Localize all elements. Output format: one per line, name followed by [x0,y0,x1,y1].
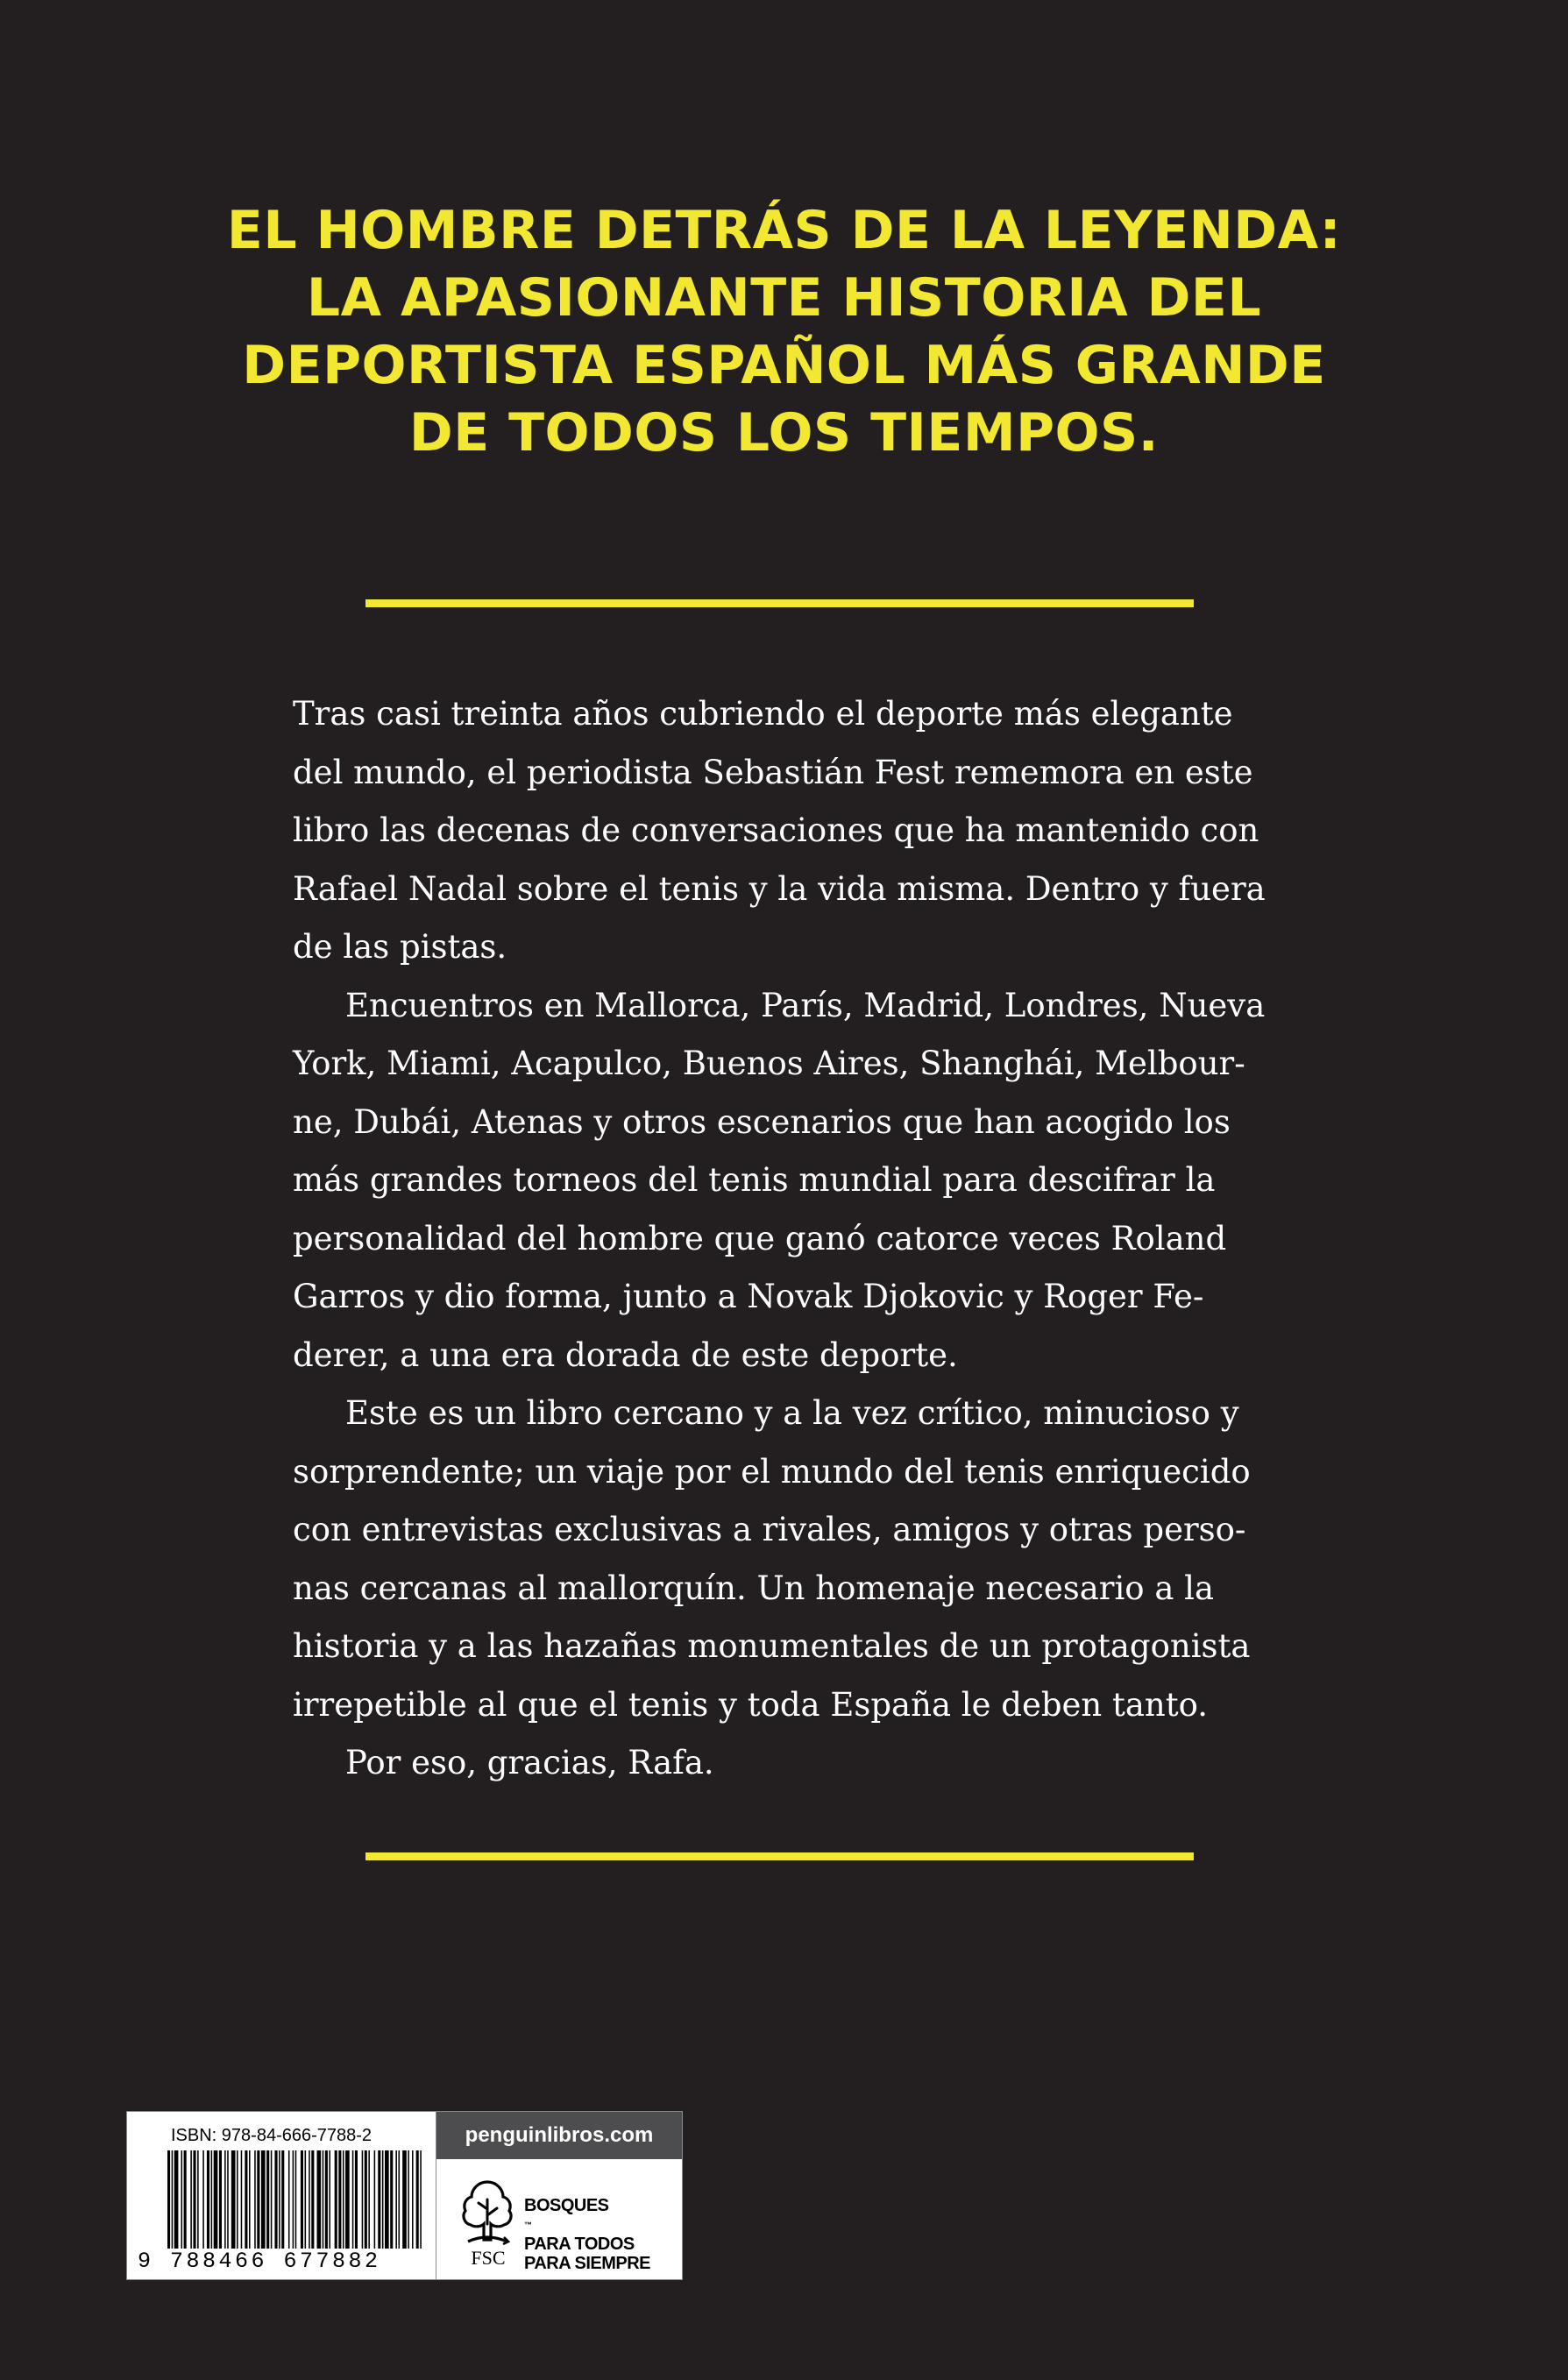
barcode-bar [193,2150,195,2249]
barcode-bar [345,2150,350,2249]
barcode-bar [378,2150,380,2249]
barcode-bar [295,2150,297,2249]
headline-line: DE TODOS LOS TIEMPOS. [408,402,1160,464]
barcode-bar [301,2150,303,2249]
barcode-bar [335,2150,337,2249]
barcode-bar [181,2150,183,2249]
fsc-slogan [524,2196,650,2273]
synopsis-line: de las pistas. [293,928,507,966]
fsc-tree-icon [459,2178,515,2247]
synopsis-line: más grandes torneos del tenis mundial para descifrar la [293,1161,1216,1199]
barcode-bar [412,2150,414,2249]
barcode-bar [207,2150,209,2249]
barcode-bar [197,2150,199,2249]
synopsis-line: personalidad del hombre que ganó catorce veces Roland [293,1219,1227,1257]
fsc-slogan-line: PARA SIEMPRE [524,2254,651,2273]
barcode-bar [254,2150,256,2249]
trademark-mark: ™ [524,2221,532,2229]
synopsis-line: Este es un libro cercano y a la vez crítico, minucioso y [345,1394,1239,1432]
barcode-bar [399,2150,401,2249]
isbn-barcode-panel [126,2111,436,2280]
synopsis-line: ne, Dubái, Atenas y otros escenarios que han acogido los [293,1102,1231,1141]
barcode-bar [274,2150,277,2249]
barcode-bar [214,2150,218,2249]
barcode-bar [224,2150,226,2249]
barcode-bar [374,2150,376,2249]
synopsis-line: irrepetible al que el tenis y toda España le deben tanto. [293,1685,1209,1724]
barcode-bar [271,2150,273,2249]
synopsis-line: sorprendente; un viaje por el mundo del tenis enriquecido [293,1452,1251,1491]
barcode-bar [382,2150,384,2249]
barcode-bar [211,2150,213,2249]
barcode-bar [390,2150,393,2249]
barcode-image [167,2150,422,2249]
top-divider [365,599,1194,607]
barcode-bar [231,2150,236,2249]
barcode-bar [408,2150,409,2249]
synopsis-line: derer, a una era dorada de este deporte. [293,1335,958,1374]
barcode-bar [227,2150,229,2249]
barcode-bar [266,2150,269,2249]
synopsis-line: del mundo, el periodista Sebastián Fest rememora en este [293,753,1253,791]
barcode-bar [305,2150,307,2249]
ean-digits: 9 788466 677882 [138,2249,381,2274]
synopsis-line: nas cercanas al mallorquín. Un homenaje necesario a la [293,1569,1215,1607]
fsc-slogan-line: PARA TODOS [524,2235,635,2254]
synopsis-line: Rafael Nadal sobre el tenis y la vida misma. Dentro y fuera [293,869,1266,908]
synopsis-line: Encuentros en Mallorca, París, Madrid, Londres, Nueva [345,986,1266,1024]
barcode-bar [329,2150,330,2249]
headline-line: EL HOMBRE DETRÁS DE LA LEYENDA: [226,200,1342,261]
synopsis-line: York, Miami, Acapulco, Buenos Aires, Shanghái, Melbour- [293,1045,1245,1082]
synopsis-line: historia y a las hazañas monumentales de un protagonista [293,1627,1251,1665]
synopsis-line: Tras casi treinta años cubriendo el deporte más elegante [293,695,1233,733]
fsc-abbreviation: FSC [471,2247,506,2269]
synopsis-line: Por eso, gracias, Rafa. [345,1744,714,1781]
barcode-bar [395,2150,397,2249]
barcode-bar [325,2150,328,2249]
barcode-bar [362,2150,364,2249]
barcode-bar [288,2150,290,2249]
synopsis-line: Garros y dio forma, junto a Novak Djokovic y Roger Fe- [293,1278,1204,1315]
fsc-panel [436,2111,683,2280]
barcode-bar [249,2150,251,2249]
barcode-bar [202,2150,204,2249]
isbn-label: ISBN: 978-84-666-7788-2 [171,2126,372,2145]
barcode-bar [385,2150,389,2249]
barcode-bar [237,2150,238,2249]
barcode-bar [402,2150,407,2249]
headline-line: DEPORTISTA ESPAÑOL MÁS GRANDE [242,335,1326,396]
barcode-bar [257,2150,259,2249]
barcode-bar [190,2150,192,2249]
barcode-bar [167,2150,170,2249]
barcode-bar [279,2150,280,2249]
barcode-bar [311,2150,314,2249]
barcode-bar [261,2150,266,2249]
barcode-bar [309,2150,310,2249]
barcode-bar [352,2150,354,2249]
barcode-bar [172,2150,174,2249]
bottom-divider [365,1852,1194,1860]
barcode-bar [355,2150,358,2249]
barcode-bar [241,2150,243,2249]
barcode-bar [343,2150,344,2249]
publisher-website: penguinlibros.com [436,2112,682,2159]
barcode-bar [365,2150,367,2249]
headline-line: LA APASIONANTE HISTORIA DEL [306,267,1262,329]
barcode-bar [416,2150,419,2249]
barcode-bar [184,2150,187,2249]
barcode-bar [245,2150,247,2249]
synopsis-line: libro las decenas de conversaciones que ha mantenido con [293,811,1259,849]
barcode-bar [338,2150,341,2249]
barcode-bar [174,2150,179,2249]
barcode-bar [293,2150,294,2249]
barcode-bar [323,2150,324,2249]
fsc-slogan-line: BOSQUES [524,2196,609,2215]
headline [158,197,1410,467]
barcode-bar [368,2150,370,2249]
synopsis-line: con entrevistas exclusivas a rivales, amigos y otras perso- [293,1511,1246,1548]
barcode-bar [317,2150,322,2249]
barcode-bar [281,2150,284,2249]
barcode-bar [420,2150,422,2249]
barcode-bar [219,2150,222,2249]
synopsis [293,685,1266,1793]
